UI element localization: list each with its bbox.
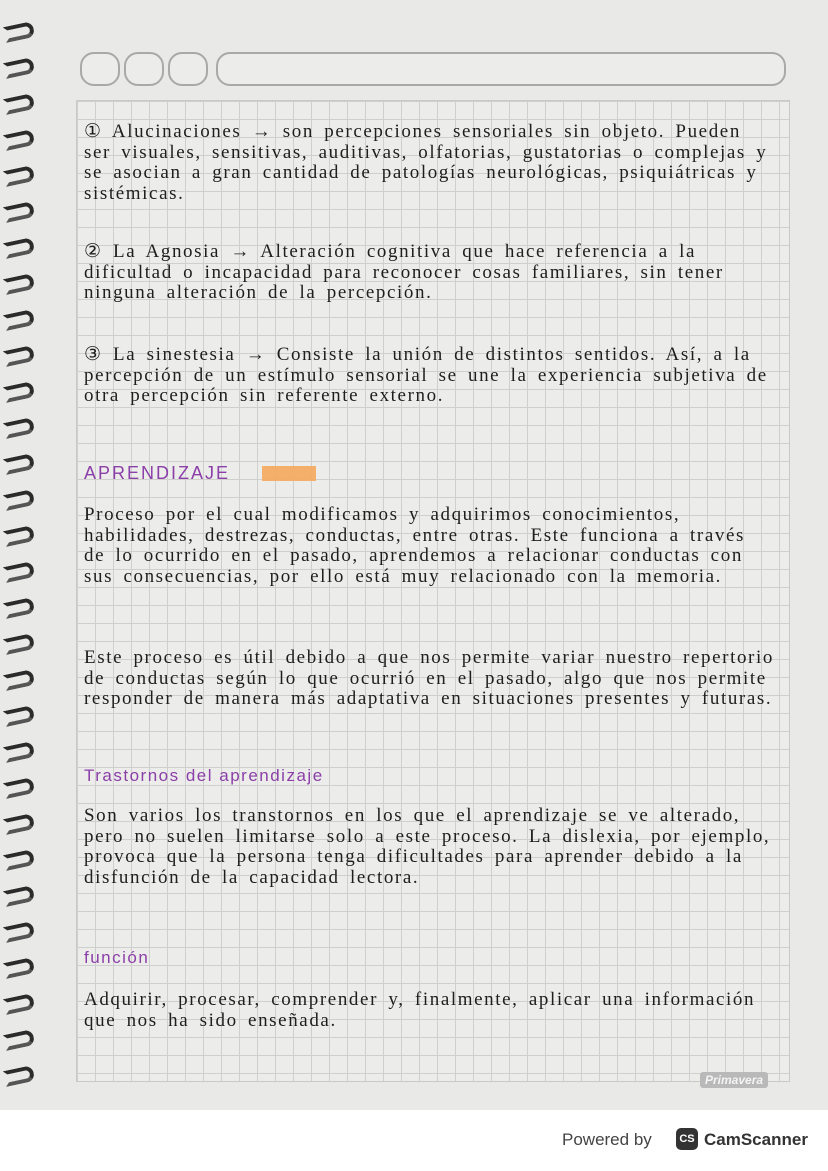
spiral-ring (3, 849, 36, 871)
note-sinestesia: ③ La sinestesia → Consiste la unión de distintos sentidos. Así, a la percepción de un estímulo sensorial se une la experiencia subjetiva de otra percepción sin referente externo. (84, 344, 768, 406)
spiral-ring (3, 525, 36, 547)
heading-aprendizaje: APRENDIZAJE (84, 463, 231, 483)
spiral-ring (3, 381, 36, 403)
spiral-ring (3, 957, 36, 979)
header-title-box (216, 52, 786, 86)
spiral-ring (3, 309, 36, 331)
notebook-brand-label: Primavera (700, 1072, 768, 1088)
note-agnosia: ② La Agnosia → Alteración cognitiva que hace referencia a la dificultad o incapacidad para reconocer cosas familiares, sin tener ninguna alteración de la percepción. (84, 241, 724, 303)
spiral-ring (3, 813, 36, 835)
spiral-ring (3, 21, 36, 43)
spiral-ring (3, 561, 36, 583)
highlight-mark (262, 466, 316, 481)
note-alucinaciones: ① Alucinaciones → son percepciones sensoriales sin objeto. Pueden ser visuales, sensitivas, auditivas, olfatorias, gustatorias o complejas y se asocian a gran cantidad de patologías neurológicas, psiquiátricas y sistémicas. (84, 121, 768, 204)
spiral-ring (3, 345, 36, 367)
spiral-ring (3, 669, 36, 691)
spiral-ring (3, 885, 36, 907)
spiral-ring (3, 417, 36, 439)
spiral-ring (3, 57, 36, 79)
spiral-ring (3, 633, 36, 655)
spiral-ring (3, 993, 36, 1015)
spiral-ring (3, 597, 36, 619)
spiral-ring (3, 921, 36, 943)
para-funcion: Adquirir, procesar, comprender y, finalmente, aplicar una información que nos ha sido enseñada. (84, 989, 756, 1031)
header-box (168, 52, 208, 86)
header-box (124, 52, 164, 86)
spiral-ring (3, 1029, 36, 1051)
spiral-ring (3, 93, 36, 115)
spiral-ring (3, 273, 36, 295)
spiral-ring (3, 165, 36, 187)
spiral-ring (3, 201, 36, 223)
camscanner-name: CamScanner (704, 1130, 808, 1149)
spiral-ring (3, 129, 36, 151)
spiral-ring (3, 1065, 36, 1087)
spiral-ring (3, 705, 36, 727)
camscanner-logo-icon: CS (676, 1128, 698, 1150)
spiral-ring (3, 489, 36, 511)
spiral-ring (3, 741, 36, 763)
para-trastornos: Son varios los transtornos en los que el aprendizaje se ve alterado, pero no suelen limitarse solo a este proceso. La dislexia, por ejemplo, provoca que la persona tenga dificultades para aprender debido a la disfunción de la capacidad lectora. (84, 805, 771, 888)
header-box (80, 52, 120, 86)
spiral-binding (0, 0, 40, 1110)
powered-by-text: Powered by (562, 1130, 652, 1149)
heading-funcion: función (84, 948, 150, 967)
spiral-ring (3, 777, 36, 799)
page-header-boxes (80, 52, 790, 88)
spiral-ring (3, 237, 36, 259)
heading-trastornos: Trastornos del aprendizaje (84, 766, 324, 785)
para-proceso: Proceso por el cual modificamos y adquirimos conocimientos, habilidades, destrezas, conductas, entre otras. Este funciona a través de lo ocurrido en el pasado, aprendemos a relacionar conductas con sus consecuencias, por ello está muy relacionado con la memoria. (84, 504, 746, 587)
spiral-ring (3, 453, 36, 475)
para-utilidad: Este proceso es útil debido a que nos permite variar nuestro repertorio de conductas según lo que ocurrió en el pasado, algo que nos permite responder de manera más adaptativa en situaciones presentes y futuras. (84, 647, 774, 709)
